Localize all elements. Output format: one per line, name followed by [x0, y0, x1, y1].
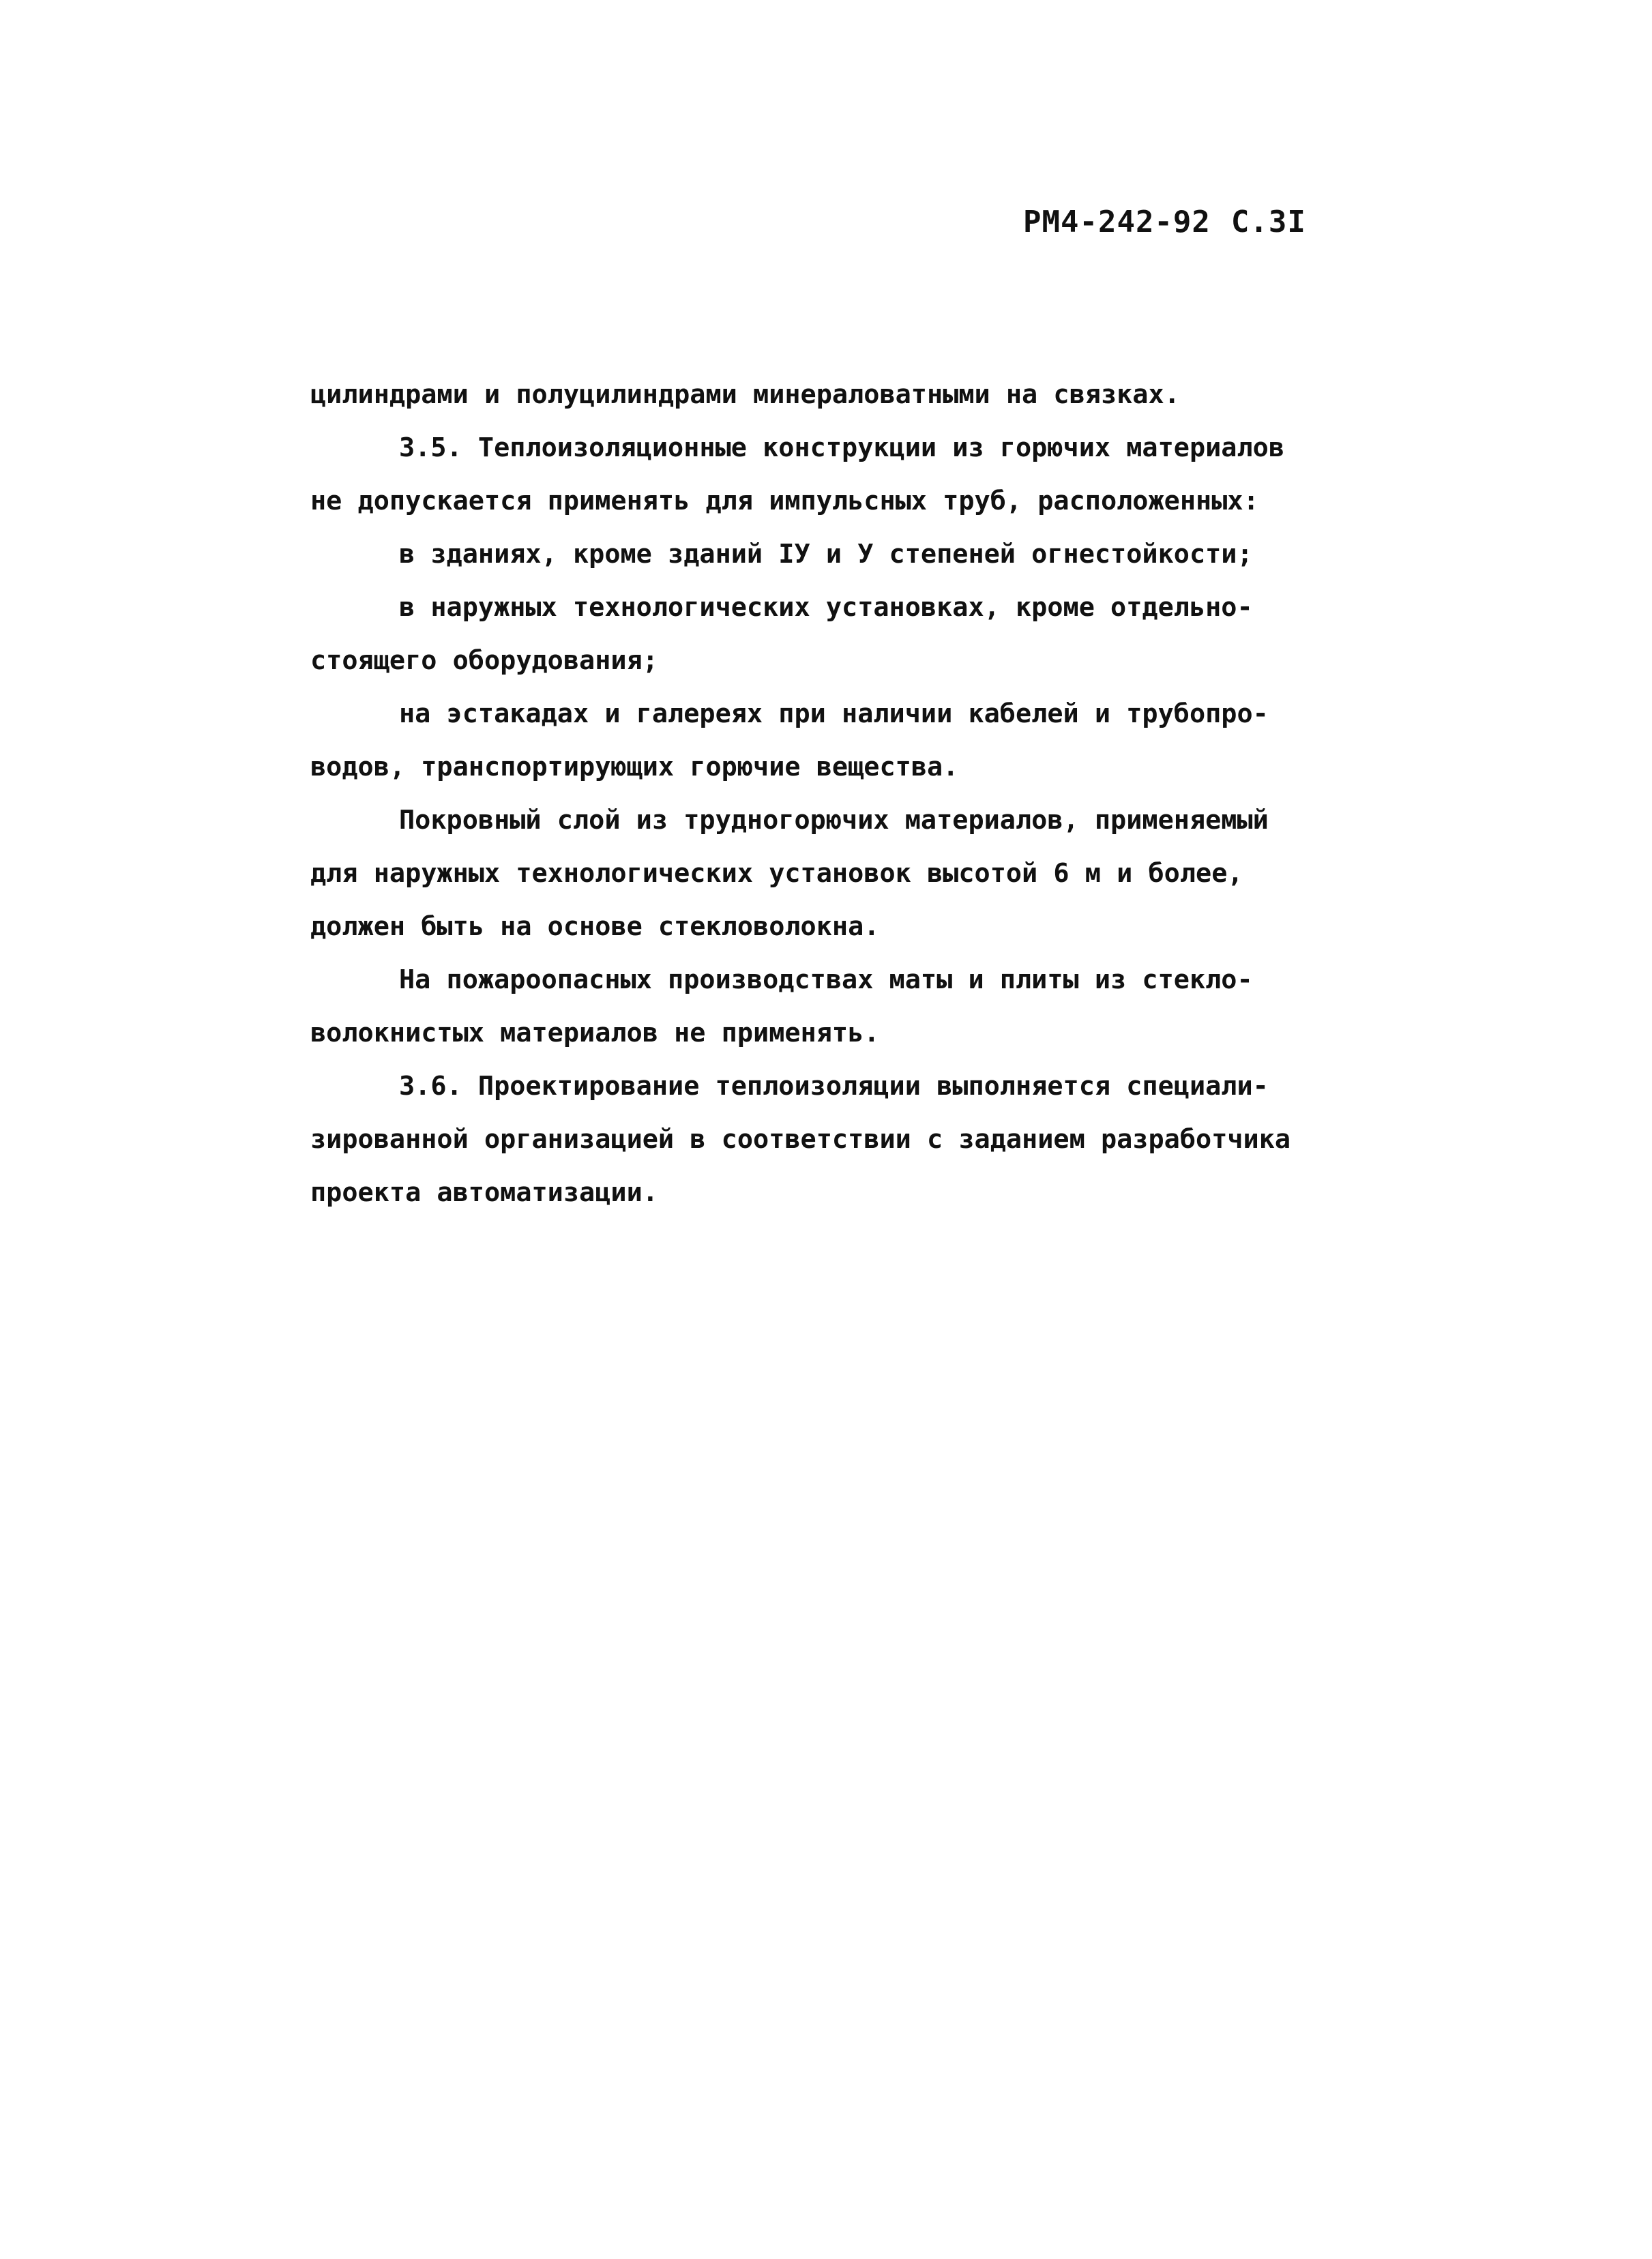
page-header [1023, 205, 1306, 239]
section-3-5-line: 3.5. Теплоизоляционные конструкции из горючих материалов [399, 432, 1285, 463]
list-item-line: в наружных технологических установках, кроме отдельно- [399, 592, 1253, 623]
paragraph-line: Покровный слой из трудногорючих материалов, применяемый [399, 805, 1269, 836]
text-line: должен быть на основе стекловолокна. [310, 911, 880, 942]
document-code: РМ4-242-92 [1023, 205, 1211, 239]
text-line: для наружных технологических установок высотой 6 м и более, [310, 858, 1243, 889]
text-line: водов, транспортирующих горючие вещества. [310, 752, 959, 782]
text-line: волокнистых материалов не применять. [310, 1018, 880, 1048]
text-line: цилиндрами и полуцилиндрами минераловатными на связках. [310, 379, 1180, 410]
document-body [310, 368, 1333, 1220]
text-line: не допускается применять для импульсных труб, расположенных: [310, 486, 1259, 516]
list-item-line: на эстакадах и галереях при наличии кабелей и трубопро- [399, 698, 1269, 729]
text-line: зированной организацией в соответствии с заданием разработчика [310, 1124, 1291, 1155]
page-number: С.3I [1230, 205, 1306, 239]
text-line: проекта автоматизации. [310, 1177, 658, 1208]
section-3-6-line: 3.6. Проектирование теплоизоляции выполняется специали- [399, 1071, 1269, 1102]
list-item-line: в зданиях, кроме зданий IУ и У степеней огнестойкости; [399, 539, 1253, 570]
paragraph-line: На пожароопасных производствах маты и плиты из стекло- [399, 964, 1253, 995]
text-line: стоящего оборудования; [310, 645, 658, 676]
